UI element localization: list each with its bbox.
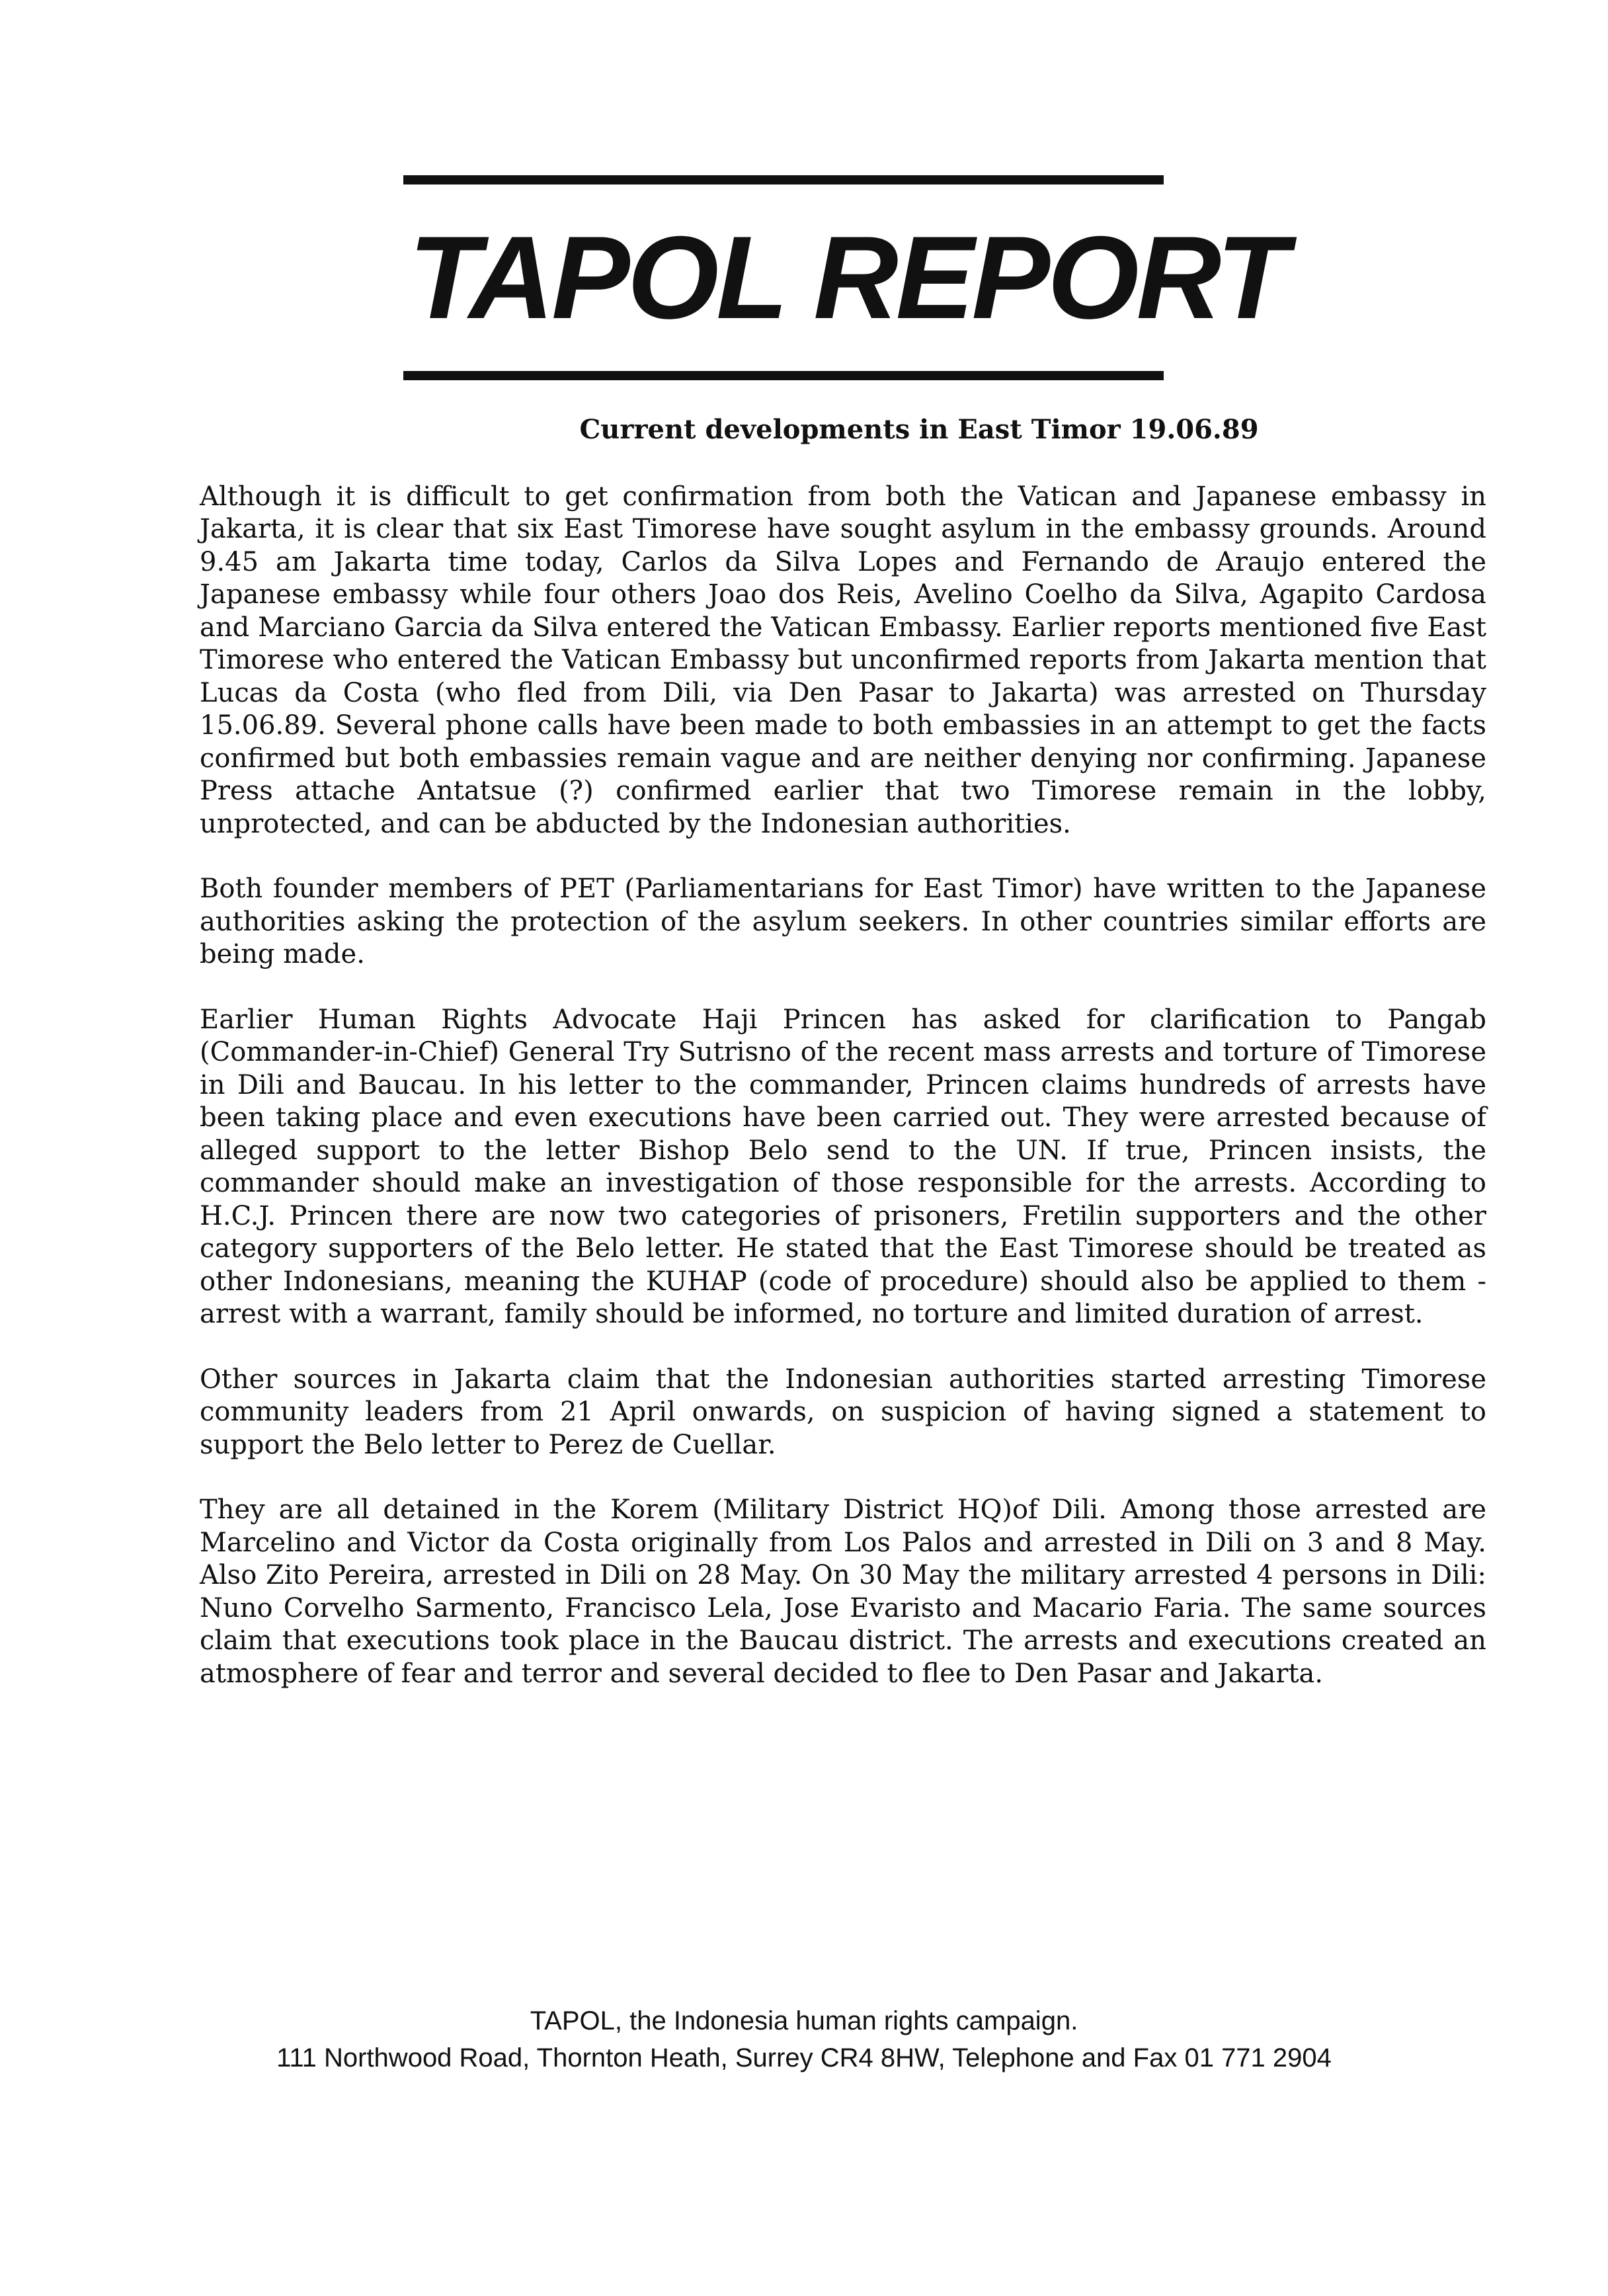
- footer: [132, 2002, 1476, 2076]
- report-heading: Current developments in East Timor 19.06.89: [579, 414, 1259, 445]
- masthead-bottom-rule: [403, 371, 1164, 380]
- masthead: [403, 175, 1286, 380]
- masthead-top-rule: [403, 175, 1164, 184]
- footer-address: 111 Northwood Road, Thornton Heath, Surrey CR4 8HW, Telephone and Fax 01 771 2904: [276, 2043, 1332, 2072]
- paragraph-detentions: They are all detained in the Korem (Military District HQ)of Dili. Among those arrested are Marcelino and Victor da Costa originally from Los Palos and arrested in Dili on 3 and 8 May. Also Zito Pereira, arrested in Dili on 28 May. On 30 May the military arrested 4 persons in Dili: Nuno Corvelho Sarmento, Francisco Lela, Jose Evaristo and Macario Faria. The same sources claim that executions took place in the Baucau district. The arrests and executions created an atmosphere of fear and terror and several decided to flee to Den Pasar and Jakarta.: [200, 1495, 1486, 1689]
- paragraph-pet: Both founder members of PET (Parliamentarians for East Timor) have written to the Japanese authorities asking the protection of the asylum seekers. In other countries similar efforts are being made.: [200, 874, 1486, 969]
- masthead-title: TAPOL REPORT: [409, 212, 1286, 343]
- paragraph-princen: Earlier Human Rights Advocate Haji Princen has asked for clarification to Pangab (Commander-in-Chief) General Try Sutrisno of the recent mass arrests and torture of Timorese in Dili and Baucau. In his letter to the commander, Princen claims hundreds of arrests have been taking place and even executions have been carried out. They were arrested because of alleged support to the letter Bishop Belo send to the UN. If true, Princen insists, the commander should make an investigation of those responsible for the arrests. According to H.C.J. Princen there are now two categories of prisoners, Fretilin supporters and the other category supporters of the Belo letter. He stated that the East Timorese should be treated as other Indonesians, meaning the KUHAP (code of procedure) should also be applied to them - arrest with a warrant, family should be informed, no torture and limited duration of arrest.: [200, 1004, 1486, 1329]
- paragraph-other-sources: Other sources in Jakarta claim that the Indonesian authorities started arresting Timorese community leaders from 21 April onwards, on suspicion of having signed a statement to support the Belo letter to Perez de Cuellar.: [200, 1364, 1486, 1460]
- paragraph-asylum: Although it is difficult to get confirmation from both the Vatican and Japanese embassy in Jakarta, it is clear that six East Timorese have sought asylum in the embassy grounds. Around 9.45 am Jakarta time today, Carlos da Silva Lopes and Fernando de Araujo entered the Japanese embassy while four others Joao dos Reis, Avelino Coelho da Silva, Agapito Cardosa and Marciano Garcia da Silva entered the Vatican Embassy. Earlier reports mentioned five East Timorese who entered the Vatican Embassy but unconfirmed reports from Jakarta mention that Lucas da Costa (who fled from Dili, via Den Pasar to Jakarta) was arrested on Thursday 15.06.89. Several phone calls have been made to both embassies in an attempt to get the facts confirmed but both embassies remain vague and are neither denying nor confirming. Japanese Press attache Antatsue (?) confirmed earlier that two Timorese remain in the lobby, unprotected, and can be abducted by the Indonesian authorities.: [200, 481, 1486, 839]
- footer-organization: TAPOL, the Indonesia human rights campaign.: [530, 2006, 1078, 2035]
- report-body: [200, 413, 1486, 1723]
